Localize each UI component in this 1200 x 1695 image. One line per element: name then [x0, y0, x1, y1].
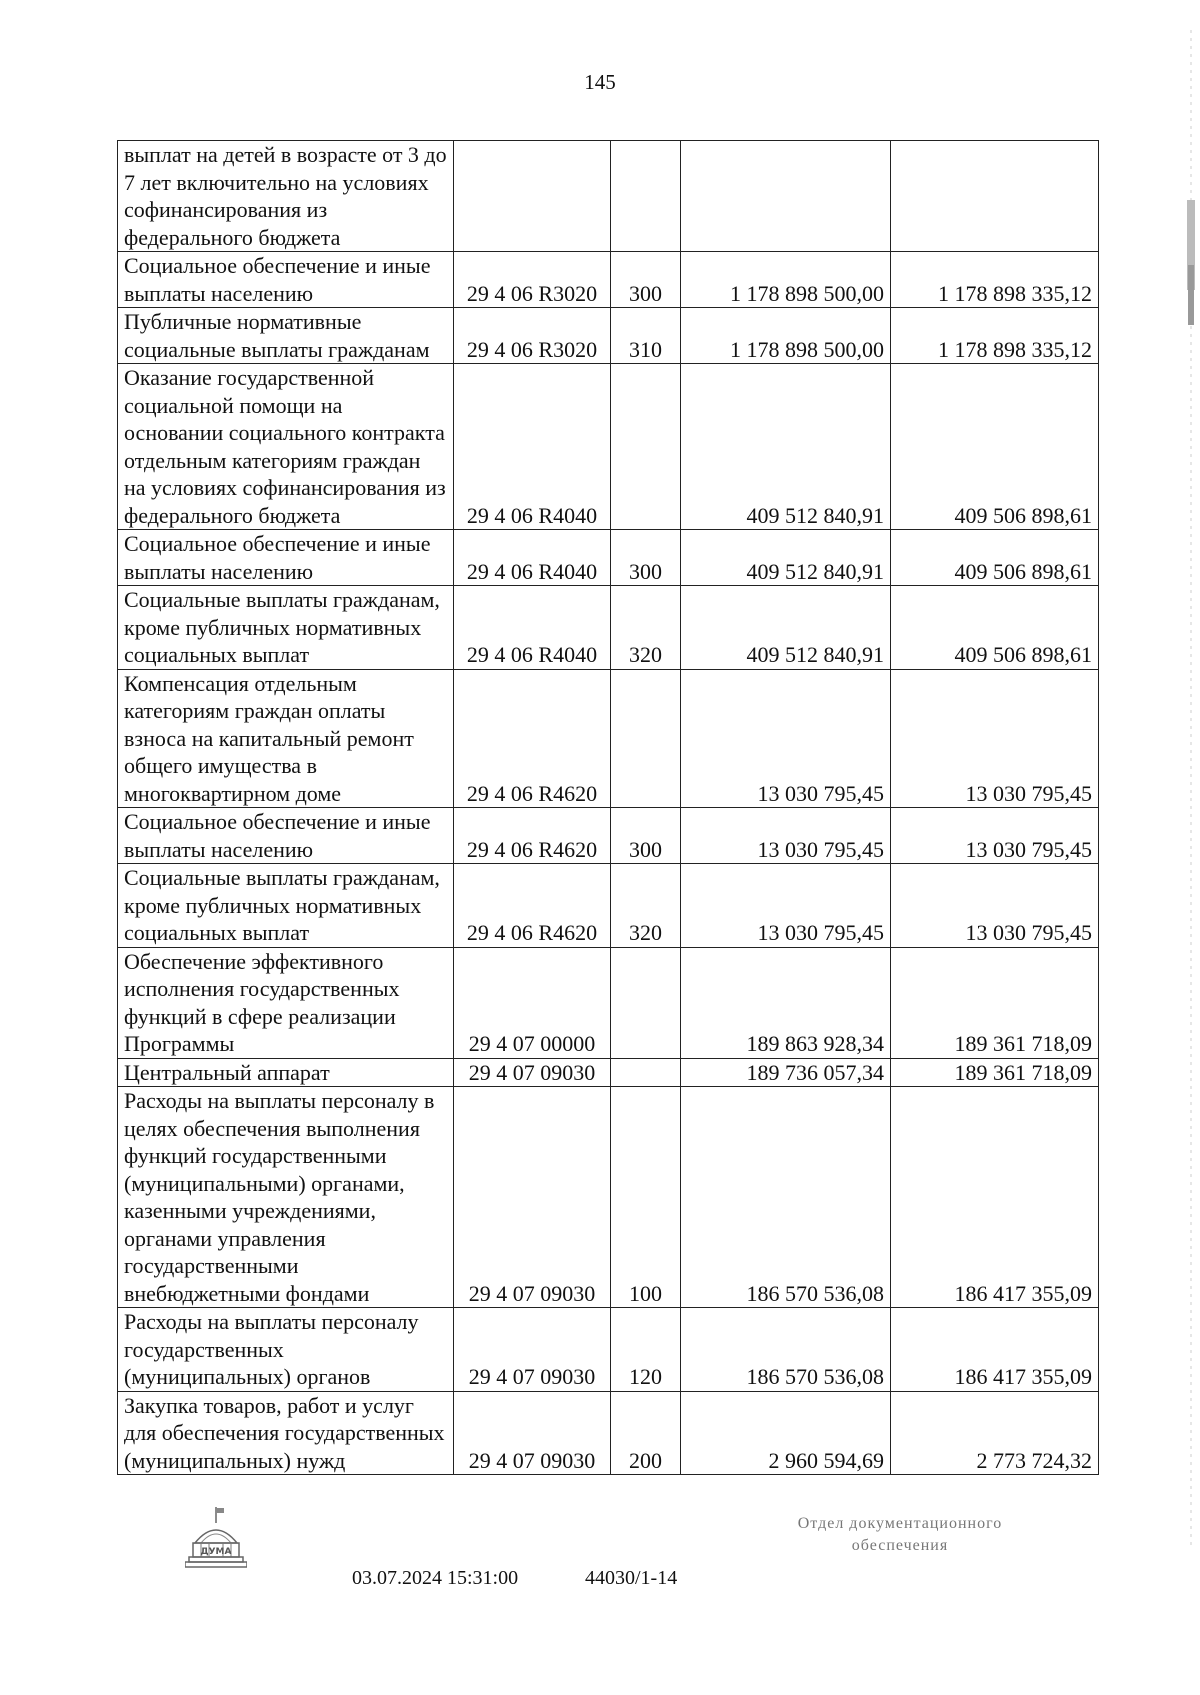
- row-executed-amount: 409 506 898,61: [891, 530, 1099, 586]
- row-planned-amount: 409 512 840,91: [681, 364, 891, 530]
- row-planned-amount: 189 736 057,34: [681, 1058, 891, 1087]
- table-row: [118, 1058, 1099, 1087]
- table-row: [118, 947, 1099, 1058]
- row-code: 29 4 07 09030: [454, 1087, 611, 1308]
- row-name: Расходы на выплаты персоналу государственных (муниципальных) органов: [118, 1308, 454, 1392]
- row-code: 29 4 06 R4620: [454, 864, 611, 948]
- duma-logo: [185, 1505, 247, 1573]
- row-name: Закупка товаров, работ и услуг для обеспечения государственных (муниципальных) нужд: [118, 1391, 454, 1475]
- logo-text: ДУМА: [200, 1547, 232, 1557]
- footer-datetime: 03.07.2024 15:31:00: [352, 1567, 519, 1589]
- row-code: 29 4 06 R3020: [454, 308, 611, 364]
- row-expense-type: 310: [611, 308, 681, 364]
- row-name: Публичные нормативные социальные выплаты гражданам: [118, 308, 454, 364]
- row-planned-amount: 409 512 840,91: [681, 586, 891, 670]
- department-stamp: [720, 1513, 1080, 1557]
- page-number: 145: [584, 70, 616, 94]
- row-name: Оказание государственной социальной помощи на основании социального контракта отдельным категориям граждан на условиях софинансирования из федерального бюджета: [118, 364, 454, 530]
- table-row: [118, 308, 1099, 364]
- row-planned-amount: 13 030 795,45: [681, 669, 891, 808]
- row-code: 29 4 06 R4040: [454, 530, 611, 586]
- row-executed-amount: 13 030 795,45: [891, 864, 1099, 948]
- table-row: [118, 669, 1099, 808]
- row-expense-type: 300: [611, 808, 681, 864]
- row-name: Социальное обеспечение и иные выплаты населению: [118, 252, 454, 308]
- row-name: выплат на детей в возрасте от 3 до 7 лет включительно на условиях софинансирования из федерального бюджета: [118, 141, 454, 252]
- row-expense-type: 120: [611, 1308, 681, 1392]
- row-executed-amount: 189 361 718,09: [891, 947, 1099, 1058]
- row-code: [454, 141, 611, 252]
- row-name: Социальное обеспечение и иные выплаты населению: [118, 808, 454, 864]
- table-row: [118, 808, 1099, 864]
- row-planned-amount: 2 960 594,69: [681, 1391, 891, 1475]
- row-name: Обеспечение эффективного исполнения государственных функций в сфере реализации Программы: [118, 947, 454, 1058]
- row-code: 29 4 06 R4620: [454, 669, 611, 808]
- row-code: 29 4 06 R4620: [454, 808, 611, 864]
- budget-table-body: [118, 141, 1099, 1475]
- table-row: [118, 364, 1099, 530]
- row-executed-amount: 1 178 898 335,12: [891, 308, 1099, 364]
- row-code: 29 4 07 09030: [454, 1391, 611, 1475]
- table-row: [118, 864, 1099, 948]
- row-expense-type: 200: [611, 1391, 681, 1475]
- row-name: Социальные выплаты гражданам, кроме публичных нормативных социальных выплат: [118, 586, 454, 670]
- row-expense-type: [611, 947, 681, 1058]
- row-name: Социальное обеспечение и иные выплаты населению: [118, 530, 454, 586]
- row-expense-type: [611, 364, 681, 530]
- row-executed-amount: 2 773 724,32: [891, 1391, 1099, 1475]
- table-row: [118, 252, 1099, 308]
- row-name: Расходы на выплаты персоналу в целях обеспечения выполнения функций государственными (муниципальными) органами, казенными учреждениями, органами управления государственными внебюджетными фондами: [118, 1087, 454, 1308]
- row-expense-type: [611, 1058, 681, 1087]
- row-code: 29 4 06 R4040: [454, 586, 611, 670]
- row-planned-amount: 13 030 795,45: [681, 864, 891, 948]
- row-expense-type: [611, 141, 681, 252]
- row-executed-amount: 13 030 795,45: [891, 669, 1099, 808]
- row-planned-amount: 409 512 840,91: [681, 530, 891, 586]
- table-row: [118, 1087, 1099, 1308]
- row-code: 29 4 06 R3020: [454, 252, 611, 308]
- row-executed-amount: 189 361 718,09: [891, 1058, 1099, 1087]
- row-planned-amount: 186 570 536,08: [681, 1087, 891, 1308]
- row-executed-amount: 13 030 795,45: [891, 808, 1099, 864]
- row-expense-type: 300: [611, 530, 681, 586]
- stamp-line-1: Отдел документационного: [797, 1515, 1003, 1532]
- scan-edge-marks: [1186, 30, 1196, 1550]
- row-code: 29 4 07 00000: [454, 947, 611, 1058]
- row-planned-amount: 1 178 898 500,00: [681, 252, 891, 308]
- row-executed-amount: 1 178 898 335,12: [891, 252, 1099, 308]
- row-expense-type: 320: [611, 864, 681, 948]
- stamp-line-2: обеспечения: [851, 1537, 949, 1554]
- table-row: [118, 530, 1099, 586]
- row-code: 29 4 06 R4040: [454, 364, 611, 530]
- footer-reference: 44030/1-14: [585, 1567, 678, 1589]
- row-code: 29 4 07 09030: [454, 1308, 611, 1392]
- row-planned-amount: [681, 141, 891, 252]
- row-name: Центральный аппарат: [118, 1058, 454, 1087]
- row-name: Компенсация отдельным категориям граждан оплаты взноса на капитальный ремонт общего имущества в многоквартирном доме: [118, 669, 454, 808]
- row-executed-amount: 186 417 355,09: [891, 1308, 1099, 1392]
- row-planned-amount: 189 863 928,34: [681, 947, 891, 1058]
- row-expense-type: 300: [611, 252, 681, 308]
- budget-table: [117, 140, 1099, 1475]
- table-row: [118, 586, 1099, 670]
- row-executed-amount: 409 506 898,61: [891, 586, 1099, 670]
- row-executed-amount: 409 506 898,61: [891, 364, 1099, 530]
- table-row: [118, 141, 1099, 252]
- row-executed-amount: [891, 141, 1099, 252]
- row-code: 29 4 07 09030: [454, 1058, 611, 1087]
- row-planned-amount: 13 030 795,45: [681, 808, 891, 864]
- row-expense-type: 320: [611, 586, 681, 670]
- row-planned-amount: 186 570 536,08: [681, 1308, 891, 1392]
- table-row: [118, 1308, 1099, 1392]
- row-executed-amount: 186 417 355,09: [891, 1087, 1099, 1308]
- row-expense-type: [611, 669, 681, 808]
- table-row: [118, 1391, 1099, 1475]
- row-name: Социальные выплаты гражданам, кроме публичных нормативных социальных выплат: [118, 864, 454, 948]
- row-expense-type: 100: [611, 1087, 681, 1308]
- row-planned-amount: 1 178 898 500,00: [681, 308, 891, 364]
